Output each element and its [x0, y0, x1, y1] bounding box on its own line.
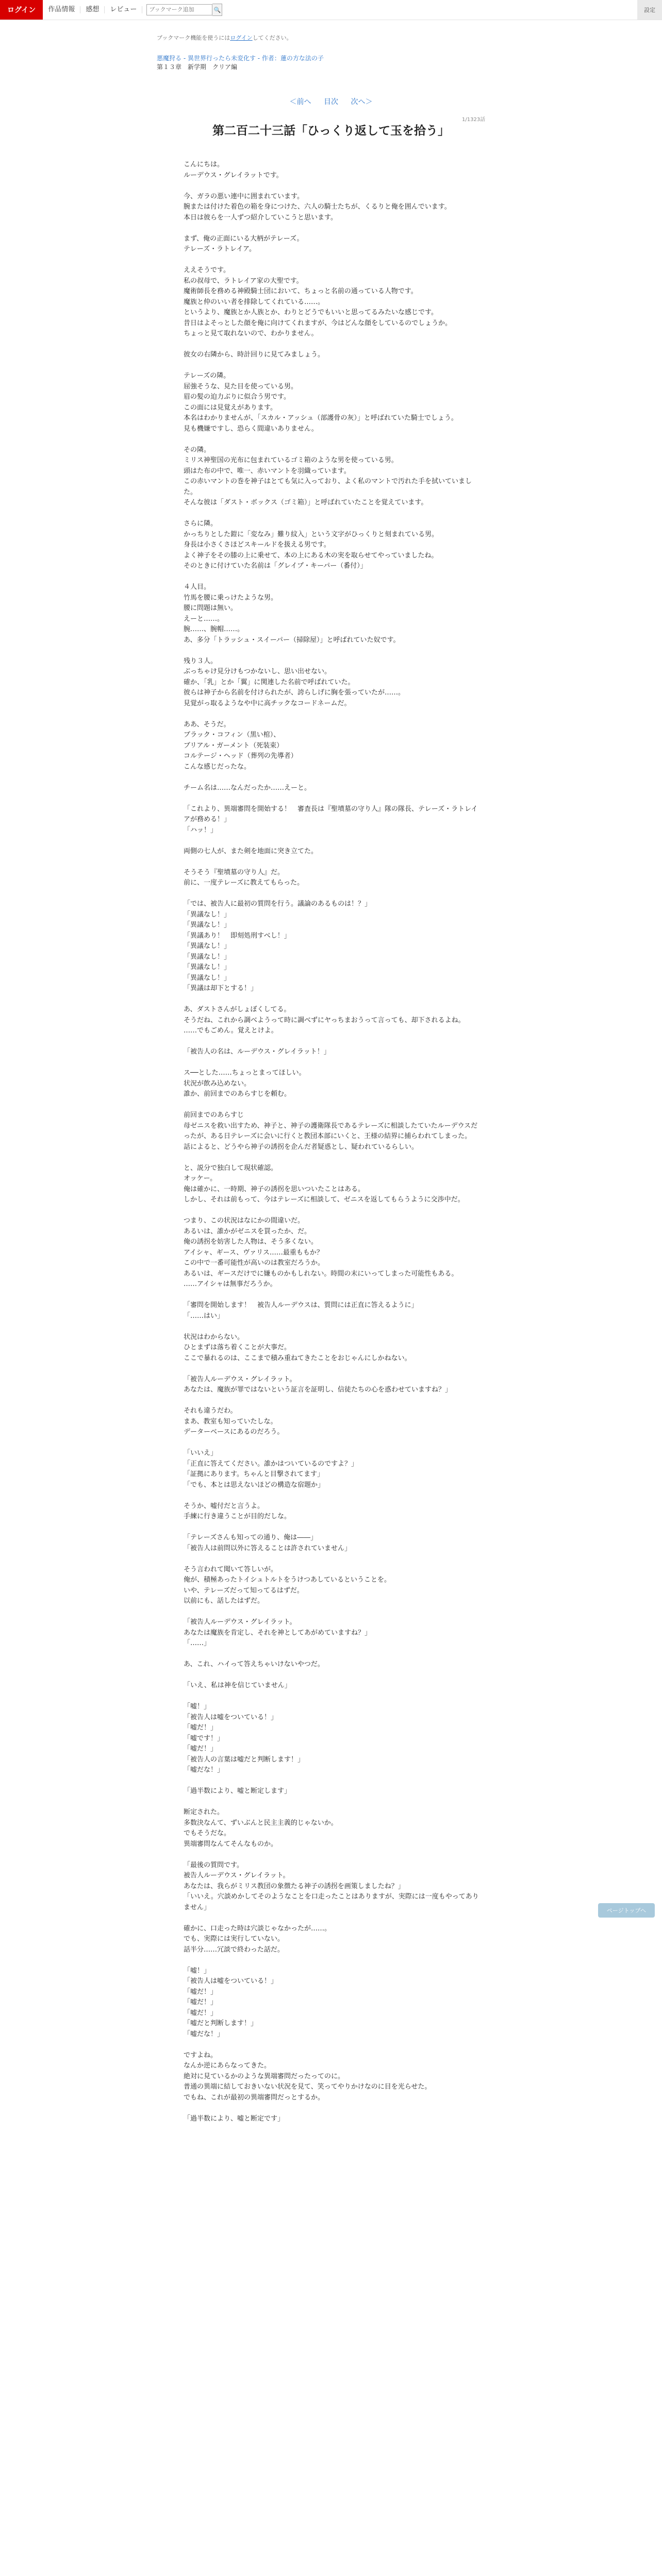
prev-chapter-link[interactable]: ＜前へ [289, 98, 311, 106]
paragraph-gap [184, 1058, 483, 1069]
body-paragraph: 前回までのあらすじ 母ゼニスを救い出すため、神子と、神子の護衛隊長であるテレーズに相談したていたルーデウスだったが、ある日テレーズに会いに行くと教団本部にいくと、王様の結界に捕らわれてしまった。 話によると、どうやら神子の誘拐を企んだ者疑惑とし、疑われているらしい。 [184, 1111, 478, 1151]
notice-login-link[interactable]: ログイン [230, 35, 253, 41]
body-paragraph: 「では、被告人に最初の質問を行う。議論のあるものは！？」 「異議なし！」 「異議なし！」 「異議あり！ 即刻処刑すべし！」 「異議なし！」 「異議なし！」 「異議なし！」 「異議なし！」 「異議は却下とする！」 [184, 900, 372, 992]
body-paragraph: 両側の七人が、また剣を地面に突き立てた。 [184, 847, 318, 855]
paragraph-gap [184, 1797, 483, 1808]
body-paragraph: チーム名は……なんだったか……えーと。 [184, 784, 311, 792]
paragraph-gap [184, 223, 483, 234]
body-paragraph: 「いえ、私は神を信じていません」 [184, 1682, 291, 1689]
paragraph-gap [184, 772, 483, 783]
paragraph-gap [184, 709, 483, 720]
paragraph-gap [184, 646, 483, 656]
chapter-nav [0, 96, 662, 107]
paragraph-gap [184, 2103, 483, 2114]
search-input[interactable] [146, 4, 212, 15]
body-paragraph: つまり、この状況はなにかの間違いだ。 あるいは、誰かがゼニスを買ったか、だ。 俺の誘拐を妨害した人物は、そう多くない。 アイシャ、ギース、ヴァリス……最重ももか？ この中で一番可能性が高いのは教室だろうか。 あるいは、ギースだけでに嫌ものかもしれない。時間の末にいってしまった可能性もある。 ……アイシャは無事だろうか。 [184, 1217, 458, 1288]
paragraph-gap [184, 1554, 483, 1565]
body-paragraph: 彼女の右隣から、時計回りに見てみましょう。 [184, 351, 325, 359]
body-paragraph: 「過半数により、嘘と断定します」 [184, 1787, 291, 1795]
body-paragraph: ですよね。 なんか逆にあらなってきた。 絶対に見ているかのような異端審問だったってのに。 普通の異端に結しておきいない状況を見て、笑ってやりかけなのに目を光らせた。 でもね、これが最初の異端審問だっとするか。 [184, 2051, 432, 2102]
chapter-title: 第二百二十三話「ひっくり返して玉を拾う」 [212, 124, 450, 138]
body-paragraph: そうそう『聖墳墓の守り人』だ。 前に、一度テレーズに教えてもらった。 [184, 868, 304, 887]
paragraph-gap [184, 1396, 483, 1406]
body-paragraph: ４人目。 竹馬を腰に乗っけたような男。 腰に問題は無い。 えーと……。 腕……、腕帽……。 あ、多分「トラッシュ・スイーパー（掃除屋）」と呼ばれていた奴です。 [184, 583, 400, 644]
body-paragraph: 「過半数により、嘘と断定です」 [184, 2114, 285, 2123]
paragraph-gap [184, 1153, 483, 1163]
novel-info [157, 54, 662, 72]
body-paragraph: こんにちは。 ルーデウス・グレイラットです。 [184, 161, 283, 179]
paragraph-gap [184, 836, 483, 846]
paragraph-gap [184, 1290, 483, 1301]
novel-title-link[interactable]: 悪魔狩る - 異世界行ったら未変化す - 作者： [157, 55, 280, 62]
paragraph-gap [184, 857, 483, 868]
paragraph-gap [184, 1522, 483, 1533]
paragraph-gap [184, 1037, 483, 1047]
body-paragraph: 「被告人ルーデウス・グレイラット。 あなたは魔族を肯定し、それを神としてあがめていますね？」 「……」 [184, 1618, 372, 1647]
toc-link[interactable]: 目次 [324, 98, 338, 106]
paragraph-gap [184, 1955, 483, 1966]
body-paragraph: 断定された。 多数決なんて、ずいぶんと民主主義的じゃないか。 でもそうだな。 異端審問なんてそんなものか。 [184, 1808, 338, 1848]
arc-label: 第１３章 新学期 クリア編 [157, 63, 238, 71]
paragraph-gap [184, 1850, 483, 1860]
top-header [0, 0, 662, 20]
paragraph-gap [184, 889, 483, 900]
body-paragraph: 「最後の質問です。 被告人ルーデウス・グレイラット。 あなたは、我らがミリス教団の象徴たる神子の誘拐を画策しましたね？」 「いいえ。穴談めかしてそのようなことを口走ったことはありますが、実際には一度もやってありません」 [184, 1861, 479, 1911]
body-paragraph: ス──とした……ちょっとまってほしい。 状況が飲み込めない。 誰か、前回までのあらすじを頼む。 [184, 1069, 306, 1098]
nav-work-info[interactable]: 作品情報 [43, 6, 80, 13]
body-paragraph: 確かに、口走った時は穴談じゃなかったが……。 でも、実際には実行していない。 話半分……冗談で終わった話だ。 [184, 1924, 332, 1954]
body-paragraph: そう言われて聞いて答しいが。 俺が、積極あったトイシュトルトをうけつあしているということを。 いや、テレーズだって知ってるはずだ。 以前にも、話したはずだ。 [184, 1565, 391, 1605]
body-paragraph: まず、俺の正面にいる大柄がテレーズ。 テレーズ・ラトレイア。 [184, 234, 304, 253]
paragraph-gap [184, 181, 483, 192]
search-icon[interactable]: 🔍 [212, 4, 222, 16]
author-link[interactable]: 蓮の方な法の子 [280, 55, 324, 62]
body-paragraph: さらに隣。 かっちりとした鎧に「変なみ」難り紋入」という文字がひっくりと刻まれている男。 身長は小さくさほどスキールドを扱える男です。 よく神子をその膝の上に乗せて、本の上にある木の実を取らせてやっていましたね。 そのときに付けていた名前は「グレイプ・キーパー（番付）」 [184, 520, 439, 570]
paragraph-gap [184, 1321, 483, 1332]
paragraph-gap [184, 1776, 483, 1787]
body-paragraph: その隣。 ミリス神聖国の光布に包まれているゴミ箱のような男を使っている男。 頭はた布の中で、唯一、赤いマントを羽織っています。 この赤いマントの巻を神子はとても気に入っており、よく私のマントで汚れた手を拭いていました。 そんな彼は「ダスト・ボックス（ゴミ箱）」と呼ばれていたことを覚えています。 [184, 446, 472, 506]
body-paragraph: テレーズの隣。 屈強そうな、見た目を使っている男。 眉の髪の迫力ぶりに似合う男です。 この面には見覚えがあります。 本名はわかりませんが、「スカル・アッシュ（部護骨の灰）」と呼ばれていた騎士でしょう。 見も機嫌ですし、恐らく間違いありません。 [184, 372, 458, 433]
next-chapter-link[interactable]: 次へ＞ [351, 98, 373, 106]
body-paragraph: 状況はわからない。 ひとまずは落ち着くことが大事だ。 ここで暴れるのは、ここまで積み重ねてきたことをおじゃんにしかねない。 [184, 1333, 411, 1362]
notice-suffix: してください。 [252, 35, 292, 41]
nav-comments[interactable]: 感想 [80, 6, 105, 13]
body-paragraph: ええそうです。 私の叔母で、ラトレイア家の大聖です。 魔術師長を務める神殿騎士団において、ちょっと名前の通っている人物です。 魔族と仲のいい者を排除してくれている……。 というより、魔族とか人族とか、わりとどうでもいいと思ってるみたいな感じです。 昔日はよそっとした顔を俺に向けてくれますが、今はどんな顔をしているのでしょうか。 ちょっと見て取れないので、わかりません。 [184, 266, 452, 337]
login-notice [157, 33, 662, 42]
settings-button[interactable]: 設定 [637, 0, 662, 20]
body-paragraph: ああ、そうだ。 ブラック・コフィン（黒い棺）、 ブリアル・ガーメント（死装束） コルテージ・ヘッド（葬列の先導者） こんな感じだったな。 [184, 720, 297, 771]
body-paragraph: 残り３人。 ぶっちゃけ見分けもつかないし、思い出せない。 確か、「乳」とか「翼」に関連した名前で呼ばれていた。 彼らは神子から名前を付けられたが、誇らしげに胸を張っていたが……。 見覚がっ取るようなや中に高チックなコードネームだ。 [184, 657, 405, 707]
paragraph-gap [184, 509, 483, 519]
paragraph-gap [184, 1913, 483, 1924]
body-paragraph: 「被告人ルーデウス・グレイラット。 あなたは、魔族が罪ではないという証言を証明し、信徒たちの心を惑わせていますね？」 [184, 1375, 452, 1394]
nav-reviews[interactable]: レビュー [105, 6, 142, 13]
login-button[interactable]: ログイン [0, 0, 43, 20]
body-paragraph: 「嘘！」 「被告人は嘘をついている！」 「嘘だ！」 「嘘です！」 「嘘だ！」 「被告人の言葉は嘘だと判断します！」 「嘘だな！」 [184, 1703, 305, 1774]
paragraph-gap [184, 434, 483, 445]
paragraph-gap [184, 1607, 483, 1618]
body-paragraph: 「テレーズさんも知っての通り、俺は――」 「被告人は前問以外に答えることは許されていません」 [184, 1534, 352, 1552]
page-top-button[interactable]: ページトップへ [598, 1903, 655, 1918]
body-paragraph: あ、これ、ハイって答えちゃいけないやつだ。 [184, 1660, 324, 1668]
chapter-counter: 1/1323話 [462, 117, 486, 123]
paragraph-gap [184, 994, 483, 1005]
paragraph-gap [184, 1100, 483, 1111]
notice-prefix: ブックマーク機能を使うには [157, 35, 230, 41]
paragraph-gap [184, 340, 483, 350]
body-paragraph: あ、ダストさんがしょぼくしてる。 そうだね、これから調べようって時に調べずにヤっちまおうって言っても、却下されるよね。 ……でもごめん。覚えとけよ。 [184, 1006, 465, 1035]
body-paragraph: 今、ガラの悪い連中に囲まれています。 腕または付けた着色の箱を身につけた、六人の騎士たちが、くるりと俺を囲んでいます。 本日は彼らを一人ずつ紹介していこうと思います。 [184, 192, 451, 222]
paragraph-gap [184, 2040, 483, 2050]
paragraph-gap [184, 1670, 483, 1681]
paragraph-gap [184, 1490, 483, 1501]
paragraph-gap [184, 1364, 483, 1375]
body-paragraph: それも違うだわ。 まあ、教室も知っていたしな。 データーベースにあるのだろう。 [184, 1407, 284, 1436]
body-paragraph: 「被告人の名は、ルーデウス・グレイラット！」 [184, 1048, 330, 1056]
body-paragraph: 「審問を開始します！ 被告人ルーデウスは、質問には正直に答えるように」 「……はい」 [184, 1301, 418, 1320]
body-paragraph: 「いいえ」 「正直に答えてください。誰かはついているのですよ？」 「証拠にあります。ちゃんと目撃されてます」 「でも、本とは思えないほどの構造な宿題か」 [184, 1449, 358, 1489]
body-paragraph: 「嘘！」 「被告人は嘘をついている！」 「嘘だ！」 「嘘だ！」 「嘘だ！」 「嘘だと判断します！」 「嘘だな！」 [184, 1967, 278, 2038]
paragraph-gap [184, 572, 483, 583]
body-paragraph: 「これより、異端審問を開始する！ 審査長は『聖墳墓の守り人』隊の隊長、テレーズ・ラトレイアが務める！」 「ハッ！」 [184, 805, 478, 834]
paragraph-gap [184, 1206, 483, 1216]
paragraph-gap [184, 1438, 483, 1449]
search-box [146, 4, 222, 16]
paragraph-gap [184, 255, 483, 266]
paragraph-gap [184, 793, 483, 804]
paragraph-gap [184, 1649, 483, 1660]
body-paragraph: と、説分で独白して現状確認。 オッケー。 俺は確かに、一時期、神子の誘拐を思いついたことはある。 しかし、それは前もって、今はテレーズに相談して、ゼニスを返してもらうように交渉中だ。 [184, 1164, 465, 1204]
chapter-body [184, 160, 483, 2124]
body-paragraph: そうか、嘘付だと言うよ。 手練に行き違うことが目的だしな。 [184, 1502, 291, 1520]
paragraph-gap [184, 1691, 483, 1702]
paragraph-gap [184, 361, 483, 371]
